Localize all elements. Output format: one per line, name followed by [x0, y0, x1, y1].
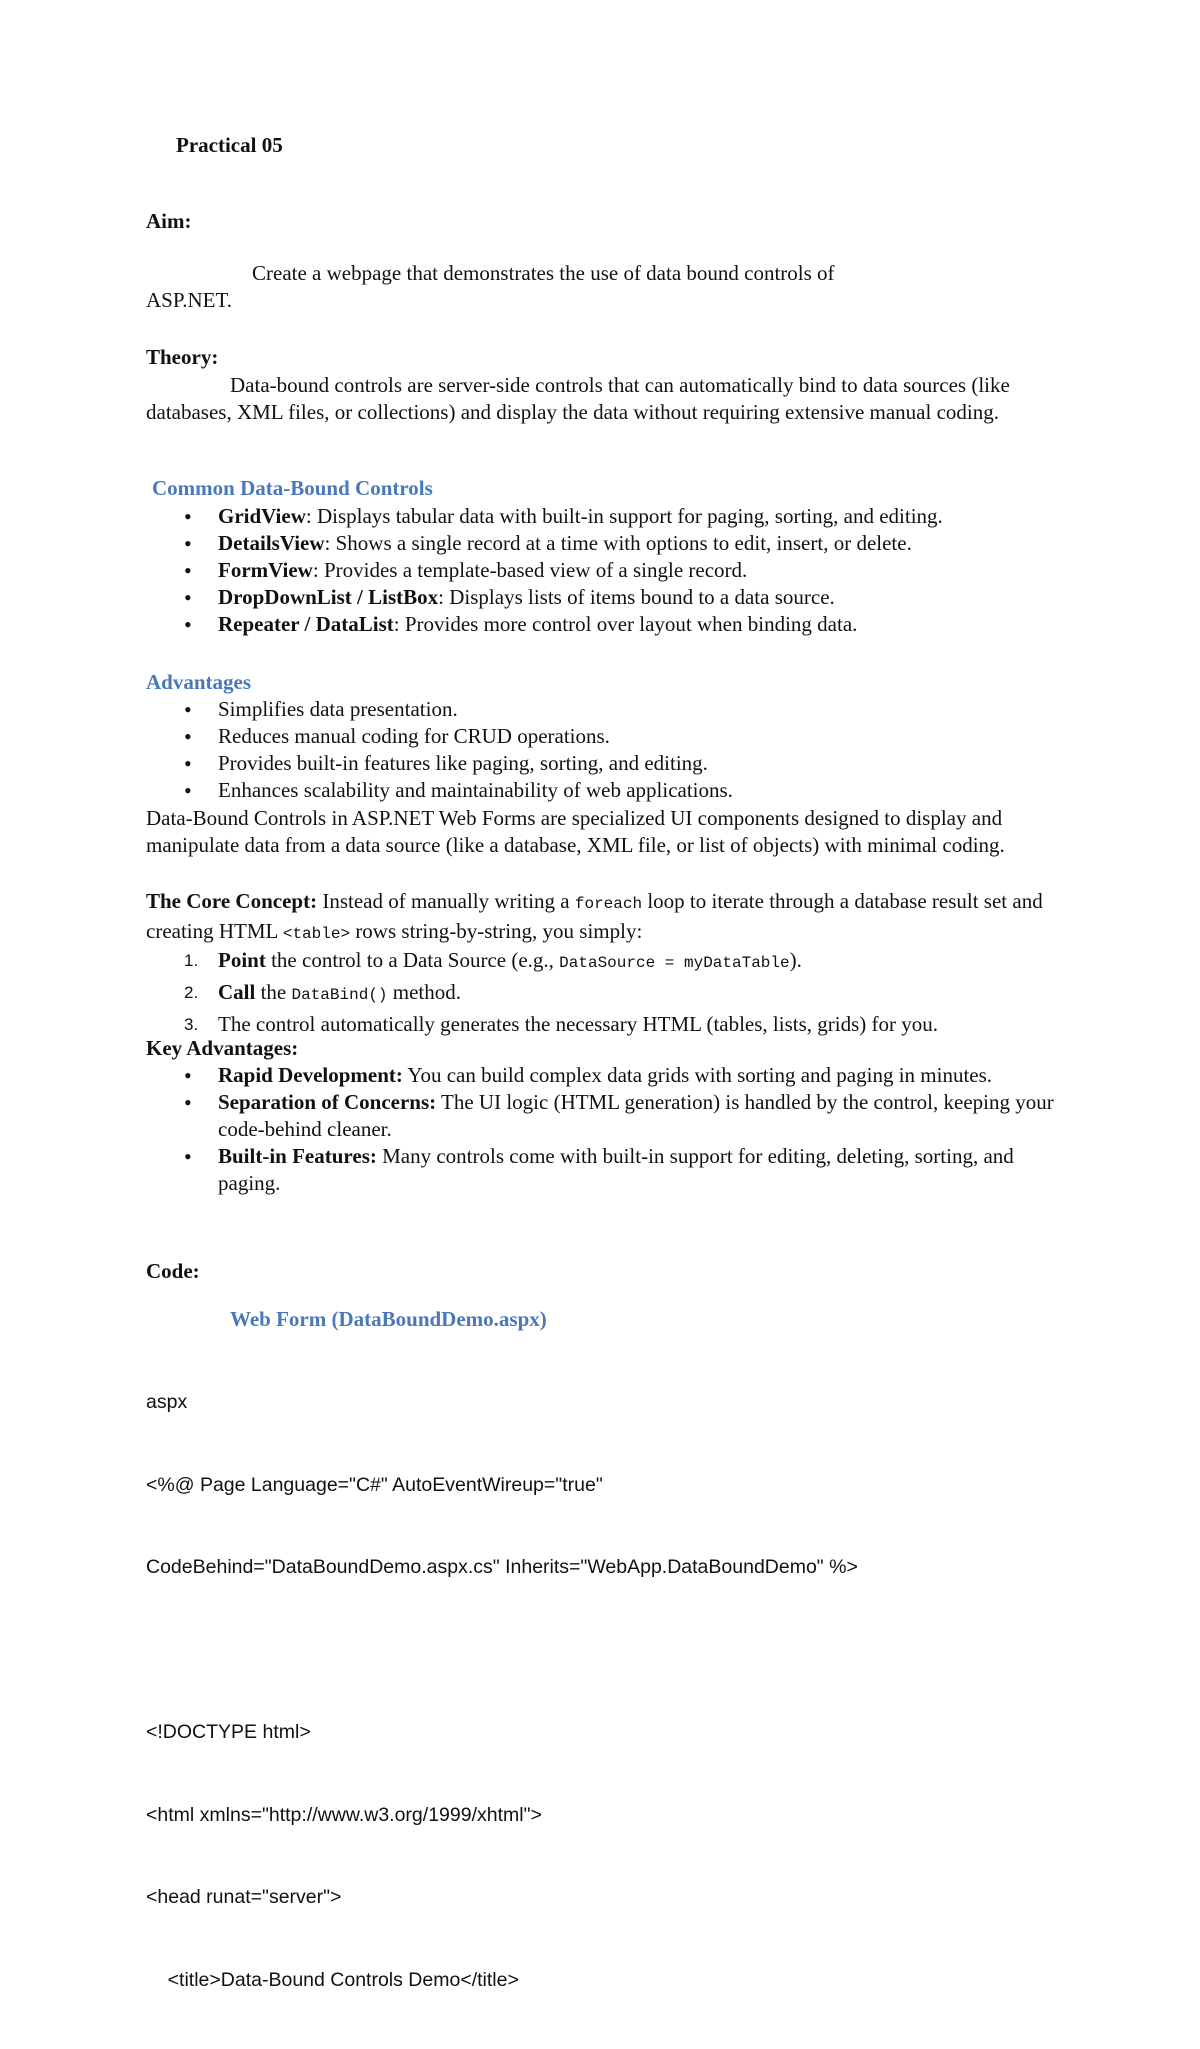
advantages-list	[146, 696, 1086, 804]
list-item: • Enhances scalability and maintainability of web applications.	[146, 777, 1086, 804]
list-item: • FormView: Provides a template-based view of a single record.	[146, 557, 1086, 584]
code-inline: DataBind()	[291, 986, 388, 1004]
aim-text-line2: ASP.NET.	[146, 288, 232, 312]
list-item: • Built-in Features: Many controls come with built-in support for editing, deleting, sorting, and paging.	[146, 1143, 1066, 1197]
code-line: <head runat="server">	[146, 1886, 342, 1908]
theory-heading: Theory:	[146, 345, 219, 369]
code-inline: <table>	[282, 925, 351, 943]
code-line: CodeBehind="DataBoundDemo.aspx.cs" Inherits="WebApp.DataBoundDemo" %>	[146, 1556, 858, 1578]
list-item: • Reduces manual coding for CRUD operations.	[146, 723, 1086, 750]
list-item: • Repeater / DataList: Provides more control over layout when binding data.	[146, 611, 1086, 638]
common-controls-heading: Common Data-Bound Controls	[152, 476, 433, 500]
core-concept-paragraph: The Core Concept: Instead of manually writing a foreach loop to iterate through a database result set and creating HTML <table> rows string-by-string, you simply:	[146, 889, 1043, 943]
list-item: 1. Point the control to a Data Source (e.g., DataSource = myDataTable).	[184, 948, 802, 972]
key-advantages-list	[146, 1062, 1066, 1197]
list-item: • Simplifies data presentation.	[146, 696, 1086, 723]
code-line: <html xmlns="http://www.w3.org/1999/xhtml">	[146, 1803, 542, 1826]
list-item: • GridView: Displays tabular data with built-in support for paging, sorting, and editing.	[146, 503, 1086, 530]
aim-text-line1: Create a webpage that demonstrates the use of data bound controls of	[252, 261, 835, 285]
common-controls-list	[146, 503, 1086, 638]
code-line: <%@ Page Language="C#" AutoEventWireup="true"	[146, 1473, 603, 1496]
list-item: • DetailsView: Shows a single record at a time with options to edit, insert, or delete.	[146, 530, 1086, 557]
code-line: aspx	[146, 1391, 188, 1413]
code-heading: Code:	[146, 1259, 200, 1283]
code-line: <!DOCTYPE html>	[146, 1721, 311, 1743]
code-line: <title>Data-Bound Controls Demo</title>	[146, 1968, 519, 1991]
list-item: • DropDownList / ListBox: Displays lists of items bound to a data source.	[146, 584, 1086, 611]
aim-heading: Aim:	[146, 209, 192, 233]
list-item: • Separation of Concerns: The UI logic (HTML generation) is handled by the control, keeping your code-behind cleaner.	[146, 1089, 1066, 1143]
theory-text: Data-bound controls are server-side controls that can automatically bind to data sources (like databases, XML files, or collections) and display the data without requiring extensive manual coding.	[146, 373, 1010, 424]
intro-paragraph: Data-Bound Controls in ASP.NET Web Forms are specialized UI components designed to display and manipulate data from a data source (like a database, XML file, or list of objects) with minimal coding.	[146, 806, 1005, 857]
list-item: • Provides built-in features like paging, sorting, and editing.	[146, 750, 1086, 777]
code-line	[146, 1637, 1086, 1665]
list-item: 3. The control automatically generates the necessary HTML (tables, lists, grids) for you.	[184, 1012, 938, 1036]
list-item: 2. Call the DataBind() method.	[184, 980, 462, 1004]
code-subheading: Web Form (DataBoundDemo.aspx)	[230, 1307, 547, 1331]
code-block	[146, 1334, 1086, 2049]
core-concept-label: The Core Concept:	[146, 889, 318, 913]
code-inline: DataSource = myDataTable	[559, 954, 790, 972]
key-advantages-heading: Key Advantages:	[146, 1036, 299, 1060]
core-concept-steps	[146, 946, 1086, 1039]
advantages-heading: Advantages	[146, 670, 252, 694]
list-item: • Rapid Development: You can build complex data grids with sorting and paging in minutes.	[146, 1062, 1066, 1089]
page-title: Practical 05	[176, 133, 283, 157]
code-inline: foreach	[574, 895, 643, 913]
